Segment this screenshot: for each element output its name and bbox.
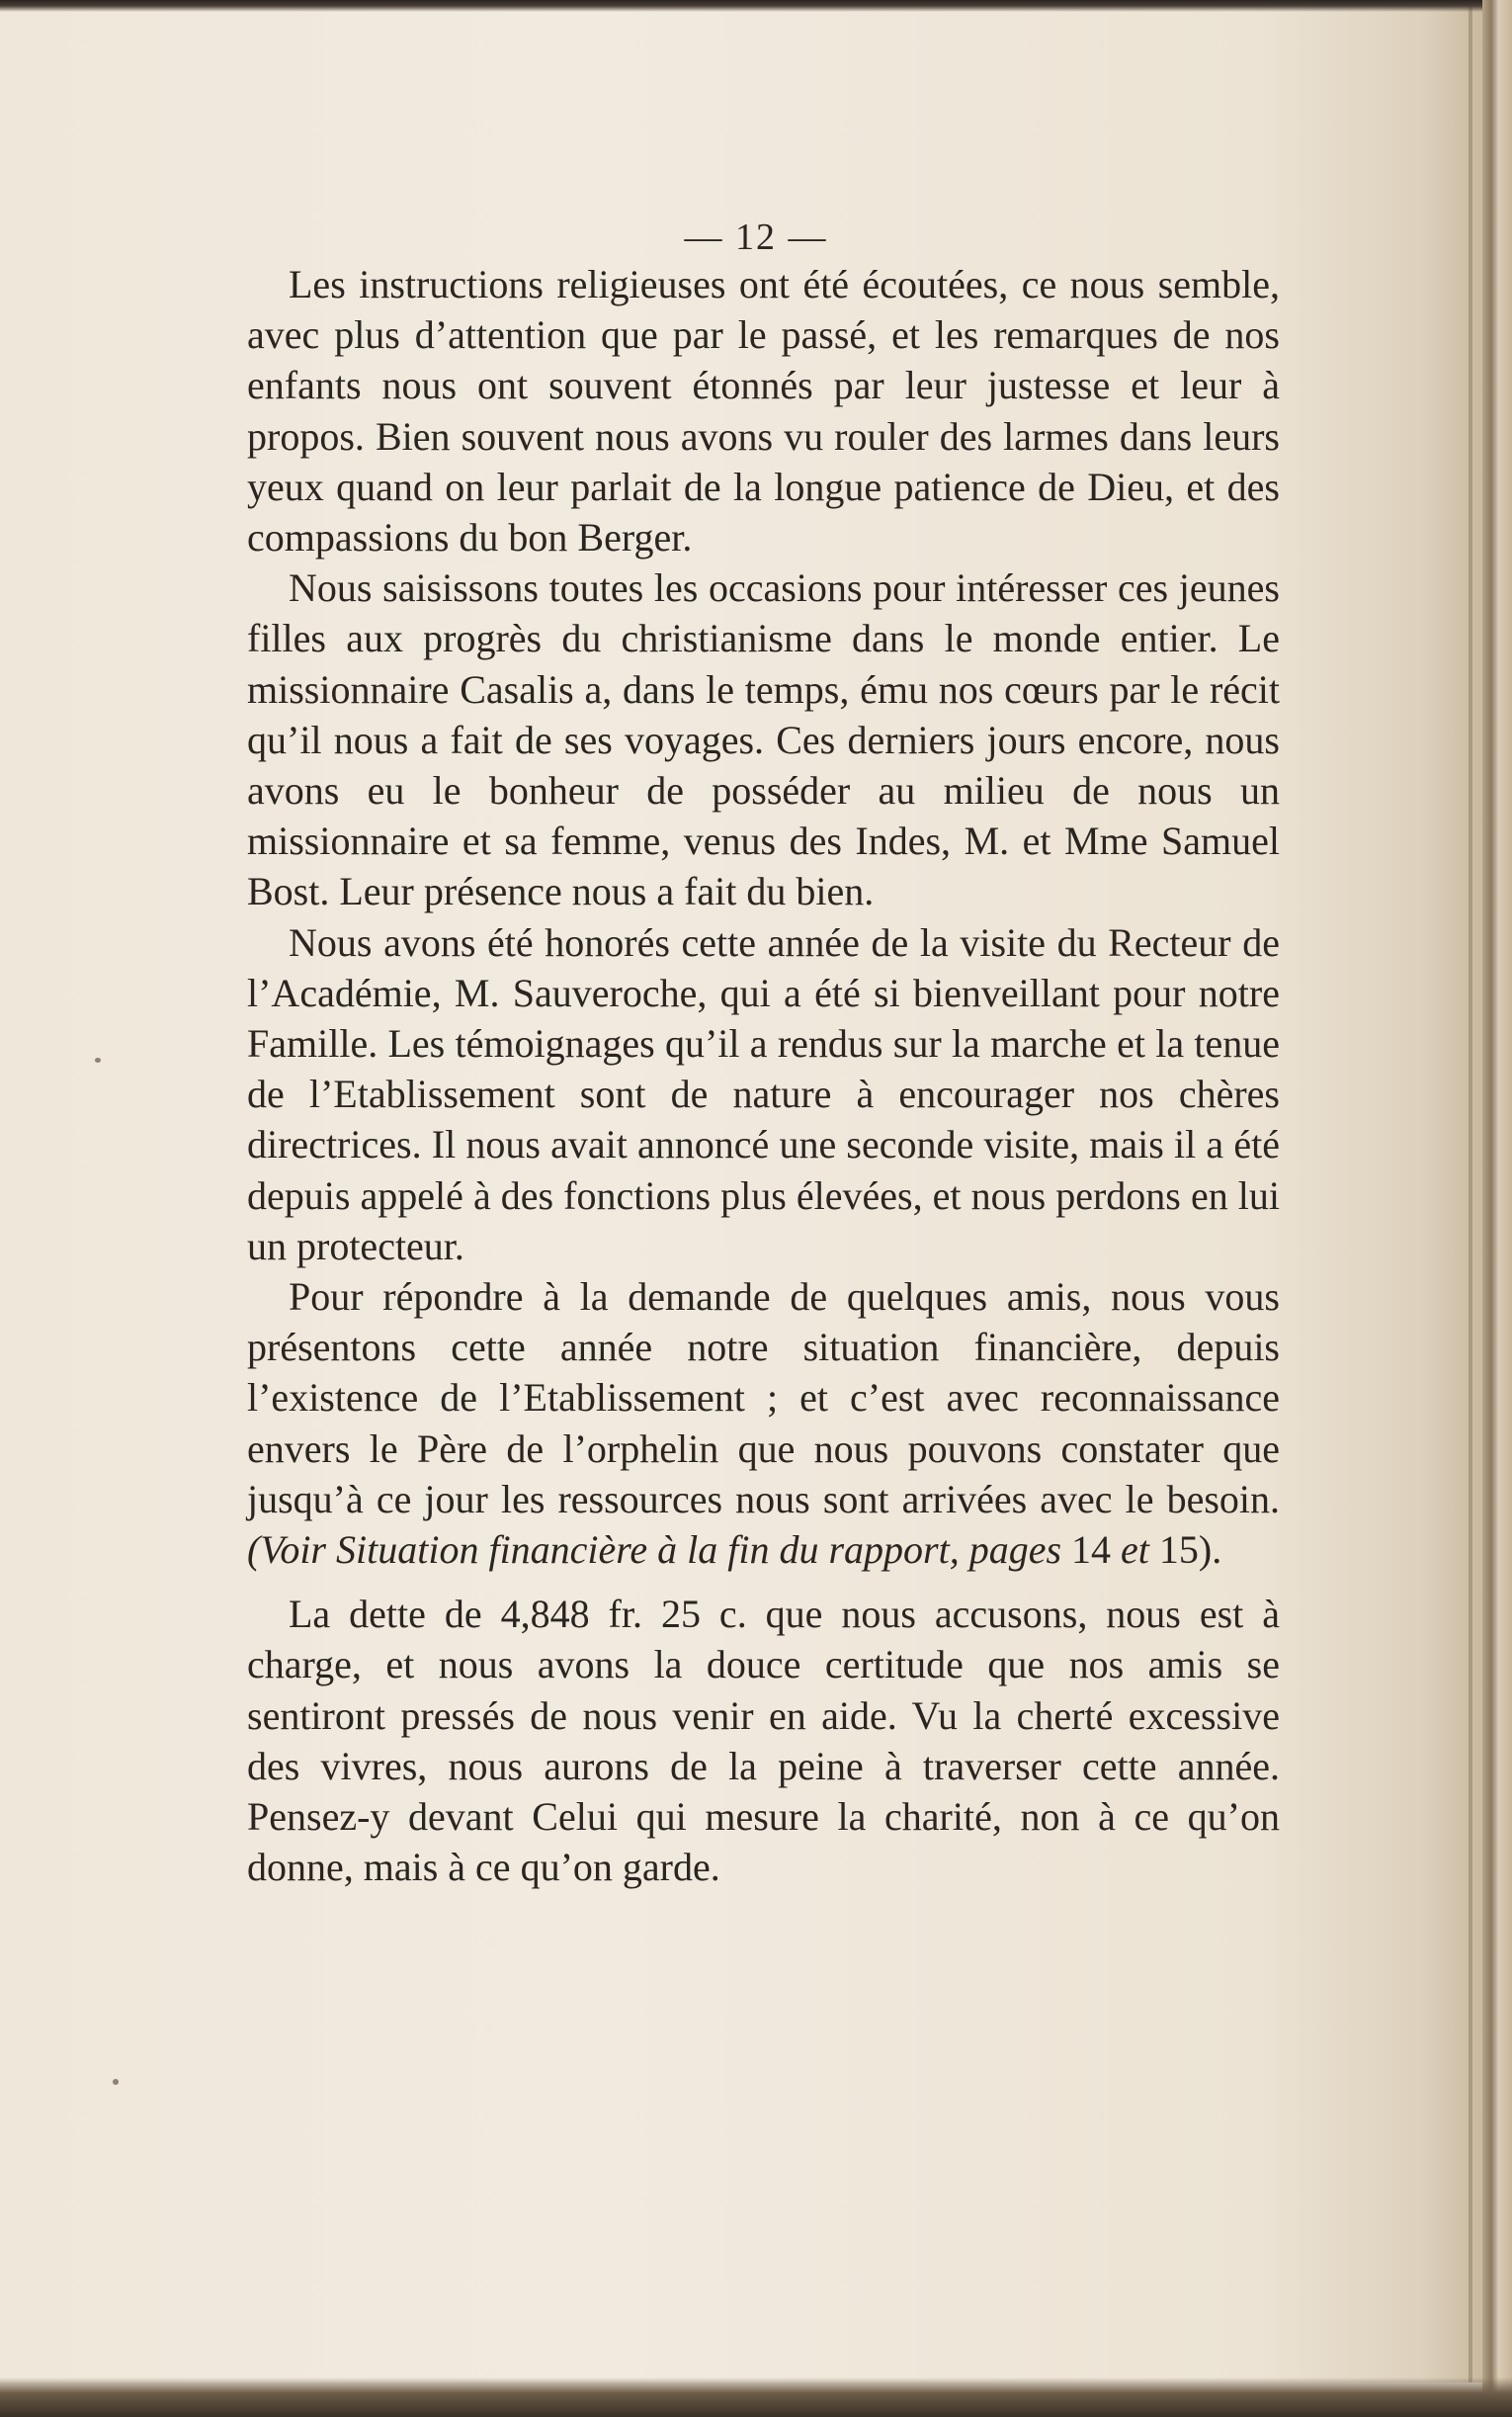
book-spine-edge <box>1482 0 1512 2417</box>
financial-pages-et: et <box>1121 1527 1149 1573</box>
page-top-edge <box>0 0 1512 12</box>
financial-reference: (Voir Situation financière à la fin du rapport, pages <box>247 1527 1062 1573</box>
page-body-text <box>247 259 1280 1893</box>
paragraph-financial-situation <box>247 1271 1280 1575</box>
financial-pages-a: 14 <box>1061 1527 1122 1573</box>
page-bottom-edge <box>0 2377 1512 2417</box>
paragraph-christianity-progress: Nous saisissons toutes les occasions pour intéresser ces jeunes filles aux progrès du christianisme dans le monde entier. Le missionnaire Casalis a, dans le temps, ému nos cœurs par le récit qu’il nous a fait de ses voyages. Ces derniers jours encore, nous avons eu le bonheur de posséder au milieu de nous un missionnaire et sa femme, venus des Indes, M. et Mme Samuel Bost. Leur présence nous a fait du bien. <box>247 565 1280 914</box>
ink-spot <box>95 1058 101 1063</box>
ink-spot <box>113 2079 119 2085</box>
financial-pages-b: 15). <box>1148 1527 1222 1573</box>
paragraph-religious-instruction: Les instructions religieuses ont été écoutées, ce nous semble, avec plus d’attention que par le passé, et les remarques de nos enfants nous ont souvent étonnés par leur justesse et leur à propos. Bien souvent nous avons vu rouler des larmes dans leurs yeux quand on leur parlait de la longue patience de Dieu, et des compassions du bon Berger. <box>247 262 1280 561</box>
page-number: — 12 — <box>684 216 828 258</box>
paragraph-rector-visit: Nous avons été honorés cette année de la visite du Recteur de l’Académie, M. Sauveroche, qui a été si bienveillant pour notre Famille. Les témoignages qu’il a rendus sur la marche et la tenue de l’Etablissement sont de nature à encourager nos chères directrices. Il nous avait annoncé une seconde visite, mais il a été depuis appelé à des fonctions plus élevées, et nous perdons en lui un protecteur. <box>247 919 1280 1268</box>
page-fold-shadow <box>1469 0 1472 2382</box>
financial-text: Pour répondre à la demande de quelques amis, nous vous présentons cette année notre situation financière, depuis l’existence de l’Etablissement ; et c’est avec reconnaissance envers le Père de l’orphelin que nous pouvons constater que jusqu’à ce jour les ressources nous sont arrivées avec le besoin. <box>247 1274 1280 1521</box>
paragraph-debt: La dette de 4,848 fr. 25 c. que nous accusons, nous est à charge, et nous avons la douce certitude que nos amis se sentiront pressés de nous venir en aide. Vu la cherté excessive des vivres, nous aurons de la peine à traverser cette année. Pensez-y devant Celui qui mesure la charité, non à ce qu’on donne, mais à ce qu’on garde. <box>247 1592 1280 1890</box>
